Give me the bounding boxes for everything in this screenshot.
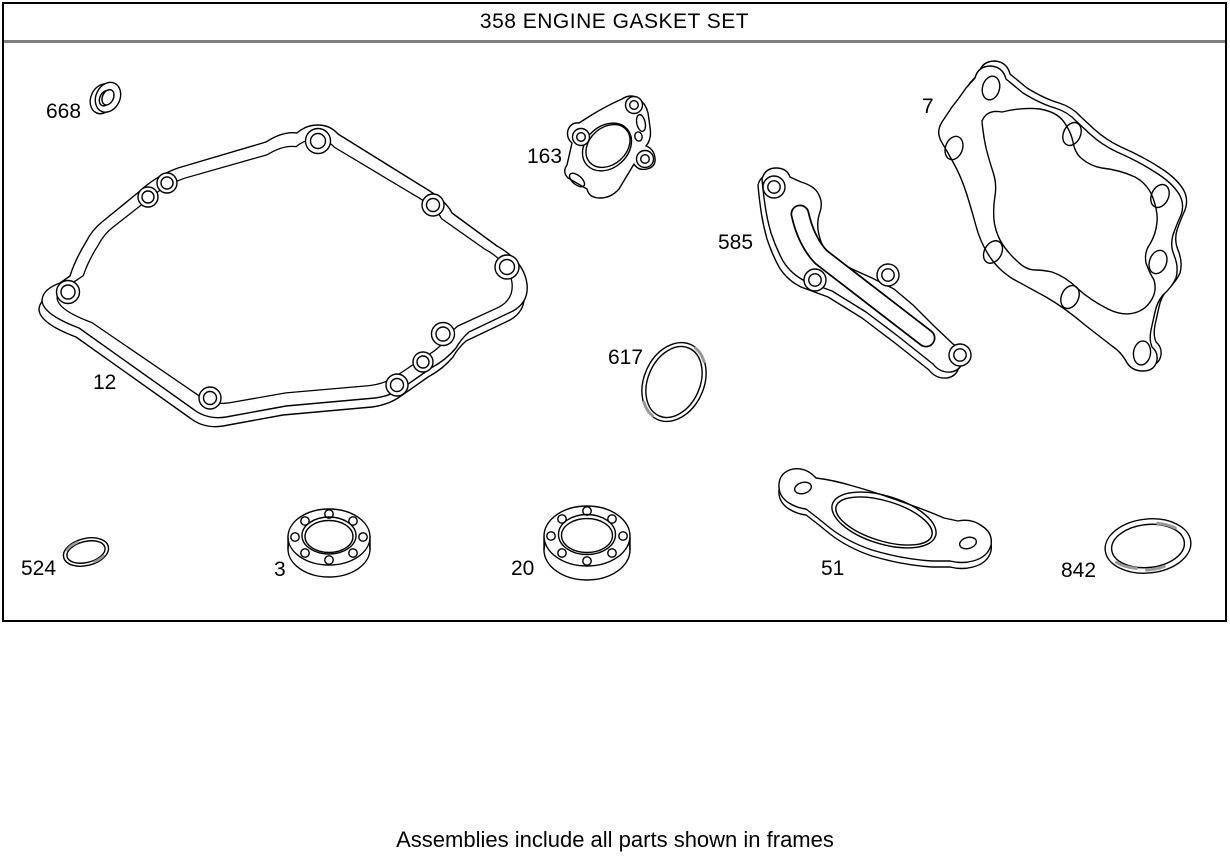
- part-label-524: 524: [21, 557, 57, 580]
- part-163-carburetor-gasket: [565, 96, 655, 198]
- part-617-o-ring: [630, 332, 718, 431]
- part-label-7: 7: [922, 95, 934, 118]
- part-label-51: 51: [821, 557, 845, 580]
- footer-note: Assemblies include all parts shown in frames: [396, 827, 834, 852]
- part-label-585: 585: [718, 231, 754, 254]
- part-585-breather-gasket: [758, 168, 971, 378]
- part-label-20: 20: [511, 557, 535, 580]
- part-label-617: 617: [608, 346, 644, 369]
- part-label-12: 12: [93, 371, 117, 394]
- part-51-exhaust-gasket: [779, 469, 991, 569]
- part-label-842: 842: [1061, 559, 1097, 582]
- part-label-668: 668: [46, 100, 82, 123]
- part-3-flanged-seal: [288, 509, 370, 577]
- page-title: 358 ENGINE GASKET SET: [479, 10, 750, 33]
- part-label-3: 3: [274, 558, 286, 581]
- part-668-grommet: [85, 76, 125, 119]
- part-20-flanged-seal: [544, 506, 630, 580]
- part-label-163: 163: [527, 145, 563, 168]
- part-524-seal-ring: [60, 533, 111, 570]
- part-7-head-gasket: [939, 61, 1187, 371]
- part-842-o-ring: [1102, 515, 1193, 578]
